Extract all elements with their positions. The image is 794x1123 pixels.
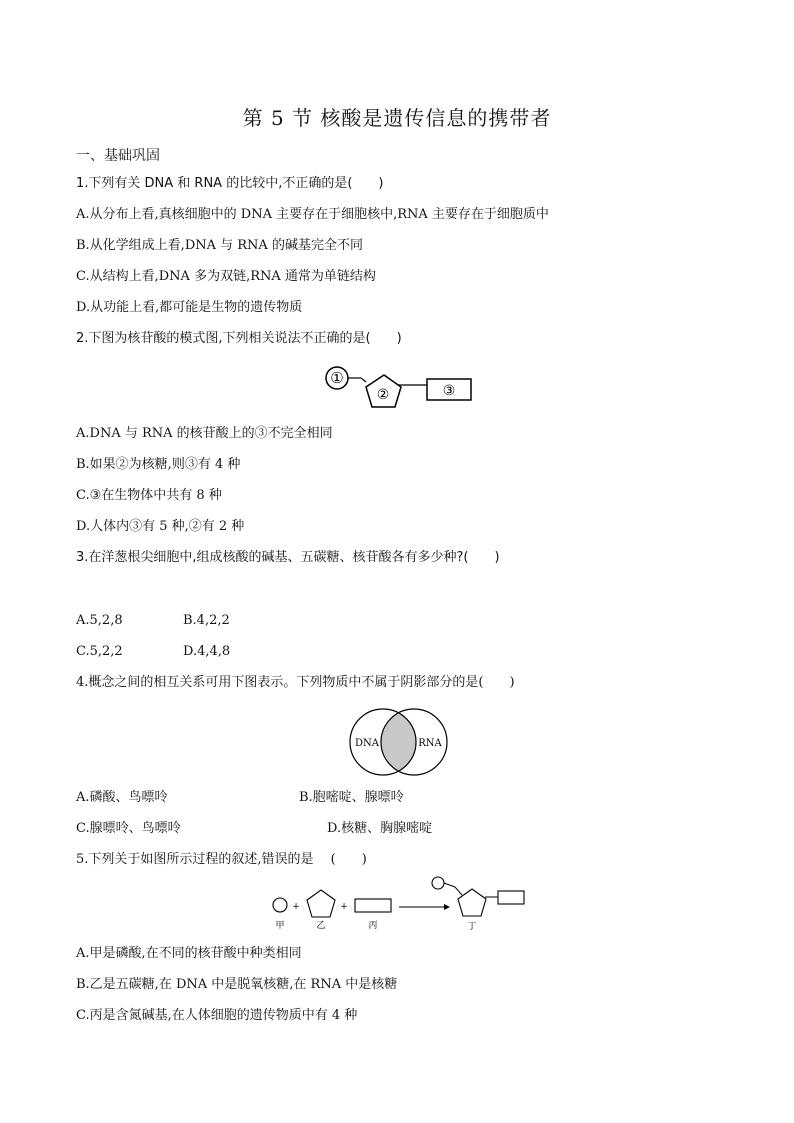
q4-stem: 4.概念之间的相互关系可用下图表示。下列物质中不属于阴影部分的是( ) xyxy=(76,675,515,690)
label-1: ① xyxy=(330,369,344,387)
q4-option-a: A.磷酸、鸟嘌呤 xyxy=(76,790,168,805)
q4-option-c: C.腺嘌呤、鸟嘌呤 xyxy=(76,821,181,836)
q2-option-d: D.人体内③有 5 种,②有 2 种 xyxy=(76,519,245,534)
arrow-head-icon xyxy=(444,904,450,910)
bing-rectangle xyxy=(355,899,391,912)
plus-sign: + xyxy=(340,902,348,912)
label-2: ② xyxy=(376,387,390,403)
q1-option-c: C.从结构上看,DNA 多为双链,RNA 通常为单链结构 xyxy=(76,269,376,284)
ding-rectangle xyxy=(498,891,524,904)
bond-line xyxy=(444,883,455,887)
q1-option-a: A.从分布上看,真核细胞中的 DNA 主要存在于细胞核中,RNA 主要存在于细胞质中 xyxy=(76,207,549,222)
yi-pentagon xyxy=(307,890,335,917)
q2-option-c: C.③在生物体中共有 8 种 xyxy=(76,488,222,503)
q2-stem: 2.下图为核苷酸的模式图,下列相关说法不正确的是( ) xyxy=(76,331,402,346)
q5-stem: 5.下列关于如图所示过程的叙述,错误的是 ( ) xyxy=(76,852,367,867)
label-3: ③ xyxy=(442,383,456,399)
jia-circle xyxy=(273,898,287,912)
nucleotide-formation-diagram xyxy=(266,873,530,933)
plus-sign: + xyxy=(292,902,300,912)
q1-option-d: D.从功能上看,都可能是生物的遗传物质 xyxy=(76,300,303,315)
q4-option-d: D.核糖、胸腺嘧啶 xyxy=(327,821,433,836)
q1-option-b: B.从化学组成上看,DNA 与 RNA 的碱基完全不同 xyxy=(76,238,363,253)
q3-option-d: D.4,4,8 xyxy=(183,644,231,659)
section-heading: 一、基础巩固 xyxy=(76,148,160,164)
q2-option-a: A.DNA 与 RNA 的核苷酸上的③不完全相同 xyxy=(76,426,333,441)
bond-line xyxy=(455,887,462,895)
page-title: 第 5 节 核酸是遗传信息的携带者 xyxy=(242,106,552,130)
ding-pentagon xyxy=(458,889,486,916)
label-bing: 丙 xyxy=(368,921,378,931)
q5-option-a: A.甲是磷酸,在不同的核苷酸中种类相同 xyxy=(76,946,302,961)
nucleotide-diagram xyxy=(320,362,480,412)
bond-line xyxy=(361,378,366,382)
label-yi: 乙 xyxy=(316,921,326,931)
q3-option-c: C.5,2,2 xyxy=(76,644,123,659)
label-ding: 丁 xyxy=(467,922,477,932)
ding-phosphate xyxy=(432,877,444,889)
venn-label-dna: DNA xyxy=(355,738,379,749)
q3-stem: 3.在洋葱根尖细胞中,组成核酸的碱基、五碳糖、核苷酸各有多少种?( ) xyxy=(76,550,500,565)
q2-option-b: B.如果②为核糖,则③有 4 种 xyxy=(76,457,241,472)
venn-label-rna: RNA xyxy=(418,738,442,749)
q4-option-b: B.胞嘧啶、腺嘌呤 xyxy=(299,790,404,805)
q1-stem: 1.下列有关 DNA 和 RNA 的比较中,不正确的是( ) xyxy=(76,176,384,191)
q3-option-b: B.4,2,2 xyxy=(183,613,230,628)
q5-option-c: C.丙是含氮碱基,在人体细胞的遗传物质中有 4 种 xyxy=(76,1008,358,1023)
q5-option-b: B.乙是五碳糖,在 DNA 中是脱氧核糖,在 RNA 中是核糖 xyxy=(76,977,398,992)
label-jia: 甲 xyxy=(275,921,285,931)
venn-diagram xyxy=(343,706,453,776)
q3-option-a: A.5,2,8 xyxy=(76,613,123,628)
